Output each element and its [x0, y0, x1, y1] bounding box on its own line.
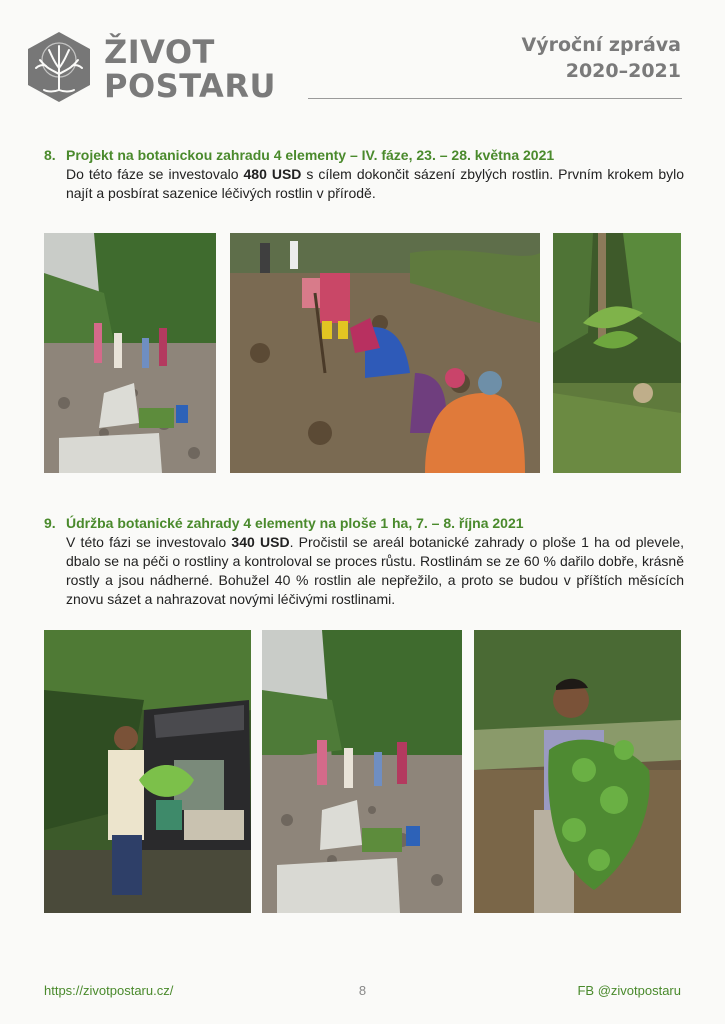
section-8-heading: Projekt na botanickou zahradu 4 elementy – IV. fáze, 23. – 28. května 2021	[66, 147, 555, 163]
footer-social[interactable]: FB @zivotpostaru	[577, 983, 681, 998]
section-8-number: 8.	[44, 147, 56, 163]
report-title-line1: Výroční zpráva	[521, 34, 681, 56]
page-number: 8	[358, 983, 367, 998]
report-title-line2: 2020–2021	[565, 60, 681, 82]
logo-text	[104, 35, 276, 103]
section-8-text-before: Do této fáze se investovalo	[66, 166, 244, 182]
section-9-body	[44, 533, 684, 609]
section-8-text-after: s cílem dokončit sázení zbylých rostlin. Prvním krokem bylo najít a posbírat sazenice léčivých rostlin v přírodě.	[66, 166, 685, 201]
section-8-amount: 480 USD	[243, 166, 302, 182]
section-8-body	[44, 165, 684, 203]
section-9-heading: Údržba botanické zahrady 4 elementy na ploše 1 ha, 7. – 8. října 2021	[66, 515, 524, 531]
photo-seedling	[553, 233, 681, 473]
section-8-title	[44, 146, 684, 165]
section-9-text-after: . Pročistil se areál botanické zahrady o ploše 1 ha od plevele, dbalo se na péči o rostliny a kontroloval se proces růstu. Rostlinám se ze 60 % dařilo dobře, krásně rostly a jsou nádherné. Bohužel 40 % rostlin ale nepřežilo, a proto se budou v příštích měsících znovu sázet a nahrazovat novými léčivými rostlinami.	[66, 534, 684, 607]
photo-children-riverbank	[44, 233, 216, 473]
footer-url[interactable]: https://zivotpostaru.cz/	[44, 983, 174, 998]
logo-line1: ŽIVOT	[104, 33, 215, 71]
section-9-amount: 340 USD	[231, 534, 290, 550]
photo-man-with-seedlings	[474, 630, 681, 913]
photo-boy-with-plants-truck	[44, 630, 251, 913]
section-9-number: 9.	[44, 515, 56, 531]
logo	[22, 30, 276, 105]
section-9-text-before: V této fázi se investovalo	[66, 534, 232, 550]
report-title	[522, 32, 682, 84]
logo-line2: POSTARU	[104, 67, 276, 105]
tree-logo-icon	[22, 30, 96, 104]
section-8	[44, 146, 684, 203]
photo-children-riverbank-2	[262, 630, 462, 913]
header-divider	[308, 98, 682, 99]
section-9	[44, 514, 684, 609]
section-9-title	[44, 514, 684, 533]
photo-planting-group	[230, 233, 540, 473]
